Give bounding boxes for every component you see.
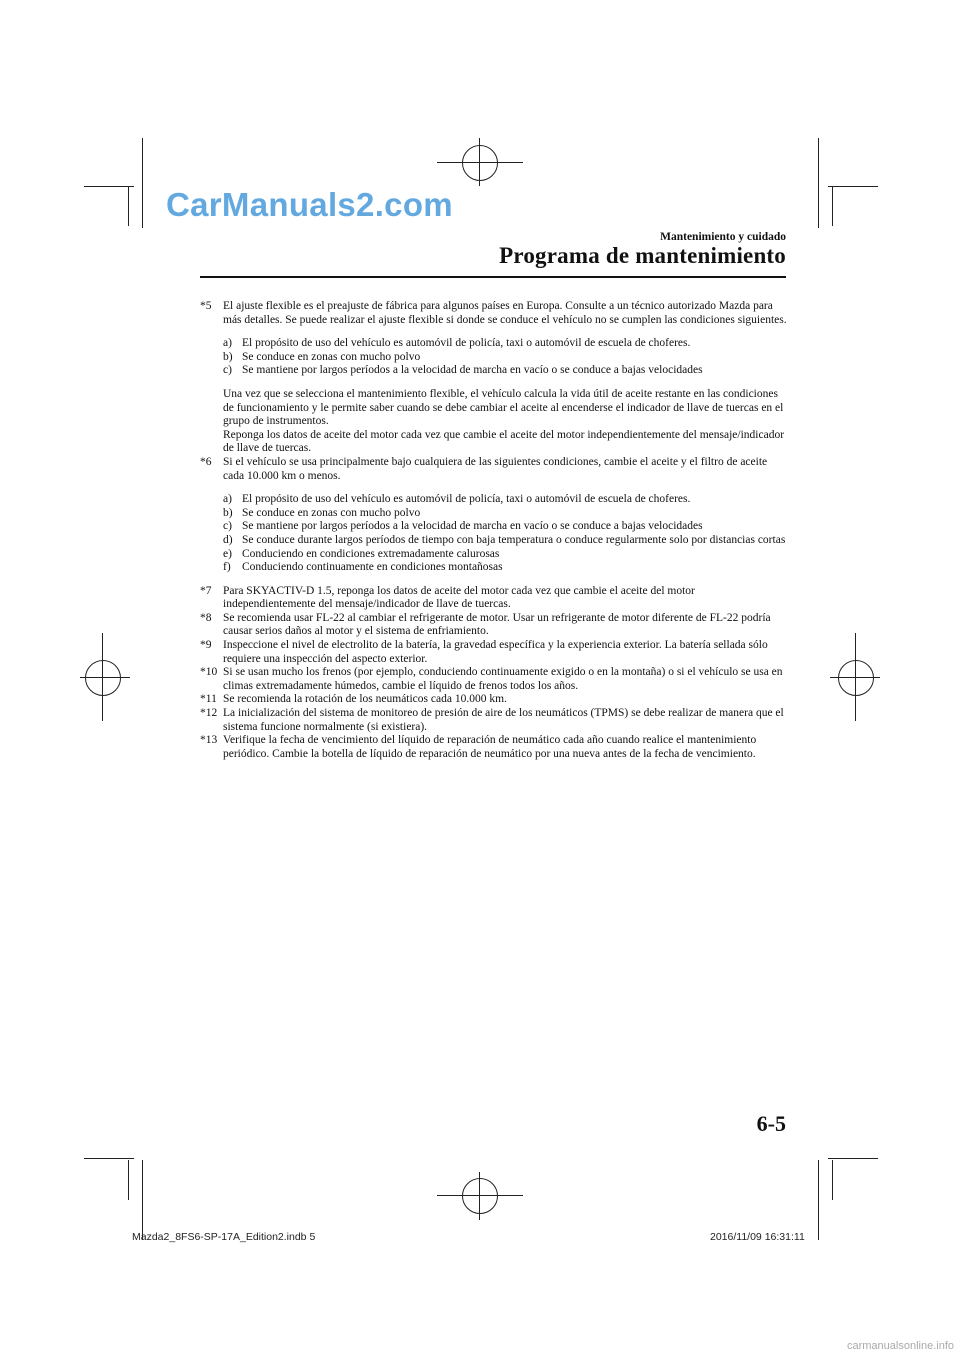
note-10 <box>200 666 790 693</box>
note-7 <box>200 585 790 612</box>
crop-mark <box>832 186 833 226</box>
note-6 <box>200 456 790 575</box>
item-text: Se mantiene por largos períodos a la velocidad de marcha en vacío o se conduce a bajas velocidades <box>242 520 703 533</box>
item-letter: b) <box>223 506 233 519</box>
crop-mark <box>818 138 819 228</box>
crop-mark <box>128 1160 129 1200</box>
note-paragraph: Reponga los datos de aceite del motor cada vez que cambie el aceite del motor independientemente del mensaje/indicador de llave de tuercas. <box>223 428 785 455</box>
item-text: El propósito de uso del vehículo es automóvil de policía, taxi o automóvil de escuela de choferes. <box>242 493 691 506</box>
crop-mark <box>818 1160 819 1240</box>
note-text: El ajuste flexible es el preajuste de fábrica para algunos países en Europa. Consulte a un técnico autorizado Mazda para más detalles. Se puede realizar el ajuste flexible si donde se conduce el vehículo no se cumplen las condiciones siguientes. <box>223 300 787 326</box>
crop-mark <box>142 1160 143 1240</box>
note-9 <box>200 639 790 666</box>
item-letter: e) <box>223 547 232 560</box>
crop-mark <box>84 1158 134 1159</box>
note-number: *7 <box>200 584 212 597</box>
item-letter: d) <box>223 533 233 546</box>
note-5 <box>200 300 790 456</box>
item-text: Se conduce en zonas con mucho polvo <box>242 350 421 363</box>
list-item <box>223 493 790 507</box>
crop-mark <box>142 138 143 228</box>
note-number: *13 <box>200 734 218 747</box>
list-item <box>223 364 790 378</box>
list-item <box>223 561 790 575</box>
crop-mark <box>828 186 878 187</box>
header-rule <box>200 276 786 278</box>
note-number: *12 <box>200 707 218 720</box>
page-number: 6-5 <box>756 1111 786 1136</box>
item-letter: c) <box>223 520 232 533</box>
page-title: Programa de mantenimiento <box>499 243 786 268</box>
item-letter: f) <box>223 561 231 574</box>
note-8 <box>200 612 790 639</box>
note-number: *10 <box>200 666 218 679</box>
crop-mark <box>828 1158 878 1159</box>
list-item <box>223 351 790 365</box>
crop-mark <box>832 1160 833 1200</box>
item-text: Se conduce durante largos períodos de tiempo con baja temperatura o conduce regularmente solo por distancias cortas <box>242 533 786 546</box>
registration-line <box>479 1172 480 1220</box>
note-text: Se recomienda la rotación de los neumáticos cada 10.000 km. <box>223 693 507 706</box>
item-letter: b) <box>223 350 233 363</box>
list-item <box>223 520 790 534</box>
item-text: Se mantiene por largos períodos a la velocidad de marcha en vacío o se conduce a bajas velocidades <box>242 364 703 377</box>
crop-mark <box>84 186 134 187</box>
registration-line <box>855 633 856 721</box>
condition-list <box>223 337 790 378</box>
item-text: Se conduce en zonas con mucho polvo <box>242 506 421 519</box>
note-13 <box>200 734 790 761</box>
crop-mark <box>128 186 129 226</box>
registration-line <box>102 633 103 721</box>
note-text: Si se usan mucho los frenos (por ejemplo, conduciendo continuamente exigido o en la montaña) o si el vehículo se usa en climas extremadamente húmedos, cambie el líquido de frenos todos los años. <box>223 666 783 692</box>
item-letter: a) <box>223 493 232 506</box>
registration-line <box>80 677 130 678</box>
item-text: Conduciendo en condiciones extremadamente calurosas <box>242 547 500 560</box>
condition-list <box>223 493 790 575</box>
note-paragraph: Una vez que se selecciona el mantenimiento flexible, el vehículo calcula la vida útil de aceite restante en las condiciones de funcionamiento y le permite saber cuando se debe cambiar el aceite al encenderse el indicador de llave de tuercas en el grupo de instrumentos. <box>223 387 784 428</box>
footer-file-info: Mazda2_8FS6-SP-17A_Edition2.indb 5 <box>132 1231 316 1243</box>
note-text: Verifique la fecha de vencimiento del líquido de reparación de neumático cada año cuando realice el mantenimiento periódico. Cambie la botella de líquido de reparación de neumático por una nueva antes de la fecha de vencimiento. <box>223 734 757 760</box>
list-item <box>223 507 790 521</box>
watermark-logo[interactable]: CarManuals2.com <box>166 186 453 223</box>
item-letter: c) <box>223 364 232 377</box>
item-letter: a) <box>223 337 232 350</box>
note-text: Inspeccione el nivel de electrolito de la batería, la gravedad específica y la experiencia exterior. La batería sellada sólo requiere una inspección del aspecto exterior. <box>223 639 768 665</box>
note-text: Se recomienda usar FL-22 al cambiar el refrigerante de motor. Usar un refrigerante de motor diferente de FL-22 podría causar serios daños al motor y el sistema de enfriamiento. <box>223 611 771 638</box>
footer-timestamp: 2016/11/09 16:31:11 <box>710 1231 805 1243</box>
list-item <box>223 337 790 351</box>
note-text: Para SKYACTIV-D 1.5, reponga los datos de aceite del motor cada vez que cambie el aceite del motor independientemente del mensaje/indicador de llave de tuercas. <box>223 584 695 611</box>
note-11 <box>200 693 790 707</box>
note-number: *9 <box>200 639 212 652</box>
list-item <box>223 534 790 548</box>
note-number: *11 <box>200 693 217 706</box>
footer-site-watermark[interactable]: carmanualsonline.info <box>846 1340 954 1352</box>
note-number: *8 <box>200 611 212 624</box>
note-text: La inicialización del sistema de monitoreo de presión de aire de los neumáticos (TPMS) se debe realizar de manera que el sistema funcione normalmente (si existiera). <box>223 707 784 733</box>
note-number: *5 <box>200 300 212 312</box>
notes-content <box>200 300 790 761</box>
item-text: Conduciendo continuamente en condiciones montañosas <box>242 561 503 574</box>
note-number: *6 <box>200 455 212 468</box>
section-name: Mantenimiento y cuidado <box>660 231 786 243</box>
note-12 <box>200 707 790 734</box>
list-item <box>223 548 790 562</box>
item-text: El propósito de uso del vehículo es automóvil de policía, taxi o automóvil de escuela de choferes. <box>242 337 691 350</box>
note-text: Si el vehículo se usa principalmente bajo cualquiera de las siguientes condiciones, cambie el aceite y el filtro de aceite cada 10.000 km o menos. <box>223 455 768 482</box>
registration-line <box>479 138 480 186</box>
